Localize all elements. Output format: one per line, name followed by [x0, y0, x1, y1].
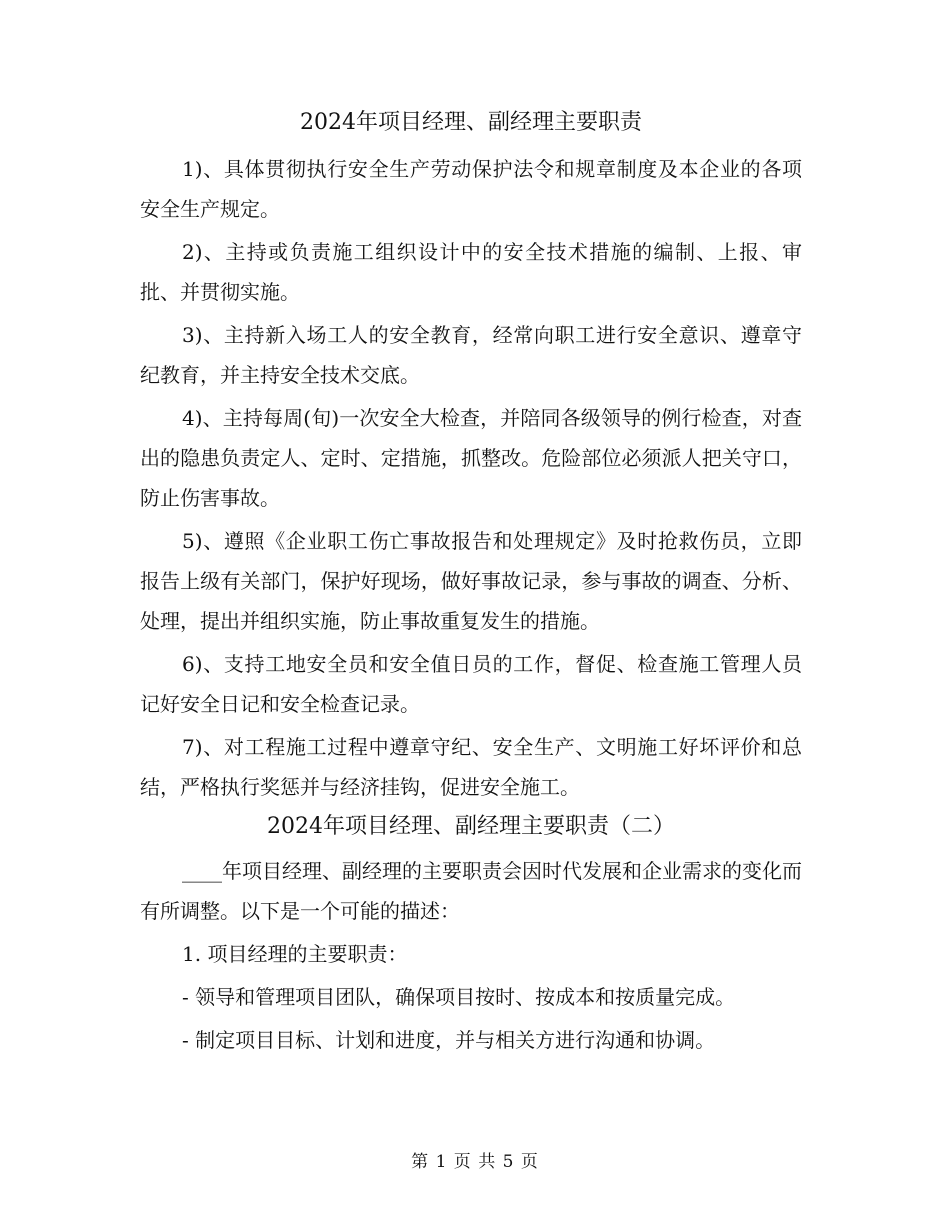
section-2-bullet-2: - 制定项目目标、计划和进度，并与相关方进行沟通和协调。: [182, 1028, 716, 1052]
document-title: 2024年项目经理、副经理主要职责: [300, 110, 642, 135]
duty-item-4: 4)、主持每周(旬)一次安全大检查，并陪同各级领导的例行检查，对查出的隐患负责定人、定时、定措施，抓整改。危险部位必须派人把关守口，防止伤害事故。: [140, 406, 802, 510]
document-body: [140, 103, 802, 1060]
duty-item-1: 1)、具体贯彻执行安全生产劳动保护法令和规章制度及本企业的各项安全生产规定。: [140, 157, 802, 221]
section-2-title: 2024年项目经理、副经理主要职责（二）: [267, 814, 675, 839]
section-2-intro: ____年项目经理、副经理的主要职责会因时代发展和企业需求的变化而有所调整。以下是一个可能的描述：: [140, 859, 802, 923]
duty-item-3: 3)、主持新入场工人的安全教育，经常向职工进行安全意识、遵章守纪教育，并主持安全技术交底。: [140, 323, 802, 387]
duty-item-6: 6)、支持工地安全员和安全值日员的工作，督促、检查施工管理人员记好安全日记和安全检查记录。: [140, 652, 802, 716]
section-2-bullet-1: - 领导和管理项目团队，确保项目按时、按成本和按质量完成。: [182, 985, 736, 1009]
page-footer: 第 1 页 共 5 页: [411, 1152, 539, 1172]
section-2-heading: 1. 项目经理的主要职责：: [182, 942, 408, 966]
duty-item-2: 2)、主持或负责施工组织设计中的安全技术措施的编制、上报、审批、并贯彻实施。: [140, 240, 802, 304]
duty-item-5: 5)、遵照《企业职工伤亡事故报告和处理规定》及时抢救伤员，立即报告上级有关部门，保护好现场，做好事故记录，参与事故的调查、分析、处理，提出并组织实施，防止事故重复发生的措施。: [140, 529, 802, 633]
duty-item-7: 7)、对工程施工过程中遵章守纪、安全生产、文明施工好坏评价和总结，严格执行奖惩并与经济挂钩，促进安全施工。: [140, 735, 802, 799]
